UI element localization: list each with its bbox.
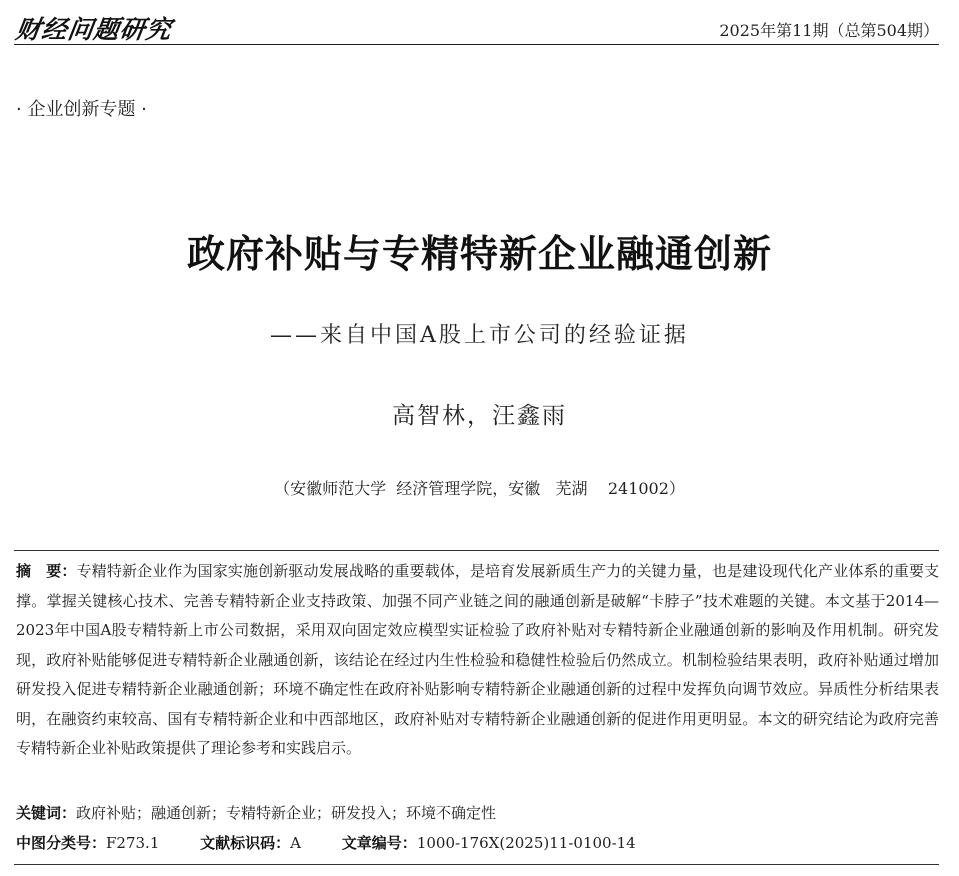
document-code-value: A [290,834,302,852]
clc-number [16,829,159,857]
keywords [16,799,939,827]
abstract-text: 专精特新企业作为国家实施创新驱动发展战略的重要载体，是培育发展新质生产力的关键力量，也是建设现代化产业体系的重要支撑。掌握关键核心技术、完善专精特新企业支持政策、加强不同产业链之间的融通创新是破解“卡脖子”技术难题的关键。本文基于2014—2023年中国A股专精特新上市公司数据，采用双向固定效应模型实证检验了政府补贴对专精特新企业融通创新的影响及作用机制。研究发现，政府补贴能够促进专精特新企业融通创新，该结论在经过内生性检验和稳健性检验后仍然成立。机制检验结果表明，政府补贴通过增加研发投入促进专精特新企业融通创新；环境不确定性在政府补贴影响专精特新企业融通创新的过程中发挥负向调节效应。异质性分析结果表明，在融资约束较高、国有专精特新企业和中西部地区，政府补贴对专精特新企业融通创新的促进作用更明显。本文的研究结论为政府完善专精特新企业补贴政策提供了理论参考和实践启示。 [16,562,939,757]
abstract-top-rule [14,550,939,551]
article-number-value: 1000-176X(2025)11-0100-14 [416,834,636,852]
keywords-label: 关键词： [16,804,77,822]
paper-title: 政府补贴与专精特新企业融通创新 [186,232,772,276]
clc-value: F273.1 [106,834,160,852]
journal-logo: 财经问题研究 [13,15,174,44]
paper-authors: 高智林，汪鑫雨 [392,403,567,429]
abstract-bottom-rule [14,864,939,865]
paper-subtitle: ——来自中国A股上市公司的经验证据 [270,323,689,348]
page-header [14,8,939,45]
keywords-text: 政府补贴；融通创新；专精特新企业；研发投入；环境不确定性 [76,804,497,822]
column-tag: · 企业创新专题 · [16,99,147,120]
author-affiliation: （安徽师范大学 经济管理学院，安徽 芜湖 241002） [274,479,685,498]
document-code-label: 文献标识码： [200,834,291,852]
article-number [342,829,636,857]
document-code [200,829,301,857]
abstract-label: 摘 要： [16,562,77,580]
issue-info: 2025年第11期（总第504期） [719,21,939,40]
classification-line [16,829,939,857]
article-number-label: 文章编号： [341,834,417,852]
clc-label: 中图分类号： [16,834,107,852]
abstract [16,557,939,764]
